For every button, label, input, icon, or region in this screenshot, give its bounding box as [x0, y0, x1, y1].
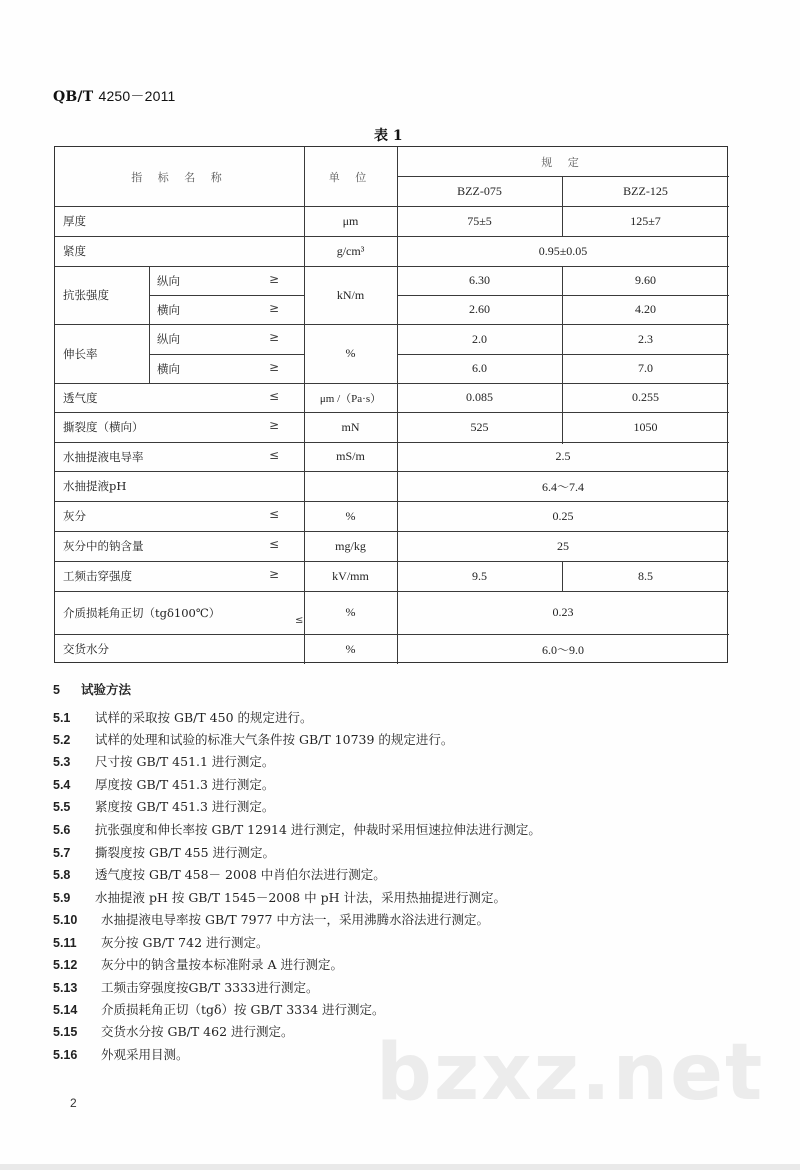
clause-number: 5.14	[53, 1003, 78, 1017]
lte-symbol: ≤	[269, 448, 280, 462]
clause-text: 介质损耗角正切（tgδ）按 GB/T 3334 进行测定。	[101, 1002, 385, 1017]
clause	[53, 865, 386, 883]
clause	[53, 843, 275, 861]
section-number: 5	[53, 683, 60, 697]
clause	[53, 797, 274, 815]
lte-symbol: ≤	[295, 615, 304, 626]
row-value-merged: 0.23	[552, 605, 574, 619]
clause	[53, 730, 453, 748]
row-value-2: 2.3	[638, 331, 653, 346]
row-unit: mg/kg	[335, 538, 366, 553]
clause-text: 试样的处理和试验的标准大气条件按 GB/T 10739 的规定进行。	[95, 732, 454, 747]
clause	[53, 752, 274, 770]
clause-text: 紧度按 GB/T 451.3 进行测定。	[95, 799, 275, 814]
header-grade-1: BZZ-075	[457, 183, 502, 198]
row-name: 水抽提液pH	[63, 479, 127, 493]
row-value-2: 0.255	[632, 390, 659, 404]
row-value-merged: 0.25	[552, 508, 574, 523]
clause-text: 交货水分按 GB/T 462 进行测定。	[101, 1024, 294, 1039]
clause-text: 灰分按 GB/T 742 进行测定。	[101, 935, 269, 950]
row-unit: mN	[341, 419, 360, 434]
gte-symbol: ≥	[269, 301, 280, 315]
clause-number: 5.13	[53, 981, 78, 995]
section-heading	[53, 680, 131, 698]
row-name: 紧度	[63, 244, 86, 258]
page-number: 2	[70, 1096, 77, 1110]
row-unit: %	[345, 346, 356, 360]
clause-text: 水抽提液 pH 按 GB/T 1545－2008 中 pH 计法，采用热抽提进行测定。	[95, 890, 506, 905]
gte-symbol: ≥	[269, 272, 280, 286]
gte-symbol: ≥	[269, 567, 280, 581]
spec-table	[54, 146, 728, 663]
header-grade-2: BZZ-125	[623, 183, 668, 198]
row-name: 抗张强度	[63, 288, 109, 302]
row-unit: %	[345, 605, 356, 619]
row-value-2: 4.20	[635, 302, 656, 316]
header-indicator: 指 标 名 称	[131, 170, 228, 184]
row-unit: %	[345, 641, 356, 656]
row-value-2: 1050	[633, 419, 658, 434]
row-name: 灰分中的钠含量	[63, 539, 144, 553]
clause-number: 5.8	[53, 868, 71, 882]
row-name: 厚度	[63, 214, 86, 228]
clause	[53, 820, 541, 838]
clause-number: 5.10	[53, 913, 78, 927]
clause	[53, 978, 319, 996]
row-unit: kV/mm	[332, 568, 369, 583]
clause	[53, 775, 274, 793]
row-value-merged: 25	[557, 538, 569, 553]
clause-number: 5.1	[53, 711, 71, 725]
clause	[53, 955, 343, 973]
clause	[53, 708, 313, 726]
row-value-1: 6.30	[469, 273, 490, 287]
standard-prefix: QB/T	[53, 89, 94, 105]
row-name: 撕裂度（横向）	[63, 420, 144, 434]
row-sub: 纵向	[157, 273, 180, 288]
row-value-2: 8.5	[638, 568, 653, 583]
row-name: 工频击穿强度	[63, 569, 132, 583]
clause-number: 5.4	[53, 778, 71, 792]
clause-text: 撕裂度按 GB/T 455 进行测定。	[95, 845, 275, 860]
clause-number: 5.11	[53, 936, 77, 950]
clause-text: 水抽提液电导率按 GB/T 7977 中方法一，采用沸腾水浴法进行测定。	[101, 912, 489, 927]
row-unit: %	[345, 508, 356, 523]
row-sub: 横向	[157, 302, 180, 317]
row-value-merged: 6.0～9.0	[541, 642, 584, 657]
standard-code	[53, 86, 176, 106]
clause-text: 厚度按 GB/T 451.3 进行测定。	[95, 777, 275, 792]
row-unit: μm	[342, 213, 359, 228]
clause	[53, 1022, 294, 1040]
clause-number: 5.2	[53, 733, 71, 747]
section-title: 试验方法	[81, 682, 132, 697]
clause-text: 透气度按 GB/T 458－ 2008 中肖伯尔法进行测定。	[95, 867, 386, 882]
clause-number: 5.3	[53, 755, 71, 769]
row-value-1: 9.5	[472, 568, 487, 583]
row-name: 灰分	[63, 509, 86, 523]
row-value-merged: 2.5	[555, 449, 571, 463]
row-name: 介质损耗角正切（tgδ100℃）	[63, 605, 221, 620]
gte-symbol: ≥	[269, 330, 280, 344]
clause-text: 工频击穿强度按GB/T 3333进行测定。	[101, 980, 319, 995]
standard-number: 4250－2011	[98, 88, 176, 104]
gte-symbol: ≥	[269, 418, 280, 432]
row-value-2: 125±7	[630, 213, 661, 228]
row-value-1: 2.60	[469, 302, 490, 316]
clause-number: 5.16	[53, 1048, 78, 1062]
row-value-2: 9.60	[635, 273, 656, 287]
watermark: bzxz.net	[376, 1028, 765, 1118]
row-value-merged: 0.95±0.05	[538, 243, 588, 258]
row-unit: mS/m	[336, 449, 365, 463]
row-unit: μm /（Pa·s）	[319, 392, 382, 405]
clause-number: 5.9	[53, 891, 71, 905]
clause-number: 5.12	[53, 958, 78, 972]
clause-text: 抗张强度和伸长率按 GB/T 12914 进行测定，仲裁时采用恒速拉伸法进行测定。	[95, 822, 541, 837]
row-name: 伸长率	[63, 346, 98, 361]
lte-symbol: ≤	[269, 537, 280, 551]
clause	[53, 1000, 385, 1018]
row-sub: 横向	[157, 361, 180, 376]
row-value-1: 525	[470, 419, 489, 434]
row-unit: kN/m	[336, 287, 365, 302]
row-unit: g/cm³	[336, 243, 365, 258]
row-name: 透气度	[63, 390, 98, 405]
gte-symbol: ≥	[269, 360, 280, 374]
clause	[53, 888, 506, 906]
clause-text: 外观采用目测。	[101, 1047, 189, 1062]
header-unit: 单 位	[328, 170, 373, 184]
row-value-1: 75±5	[467, 213, 492, 228]
row-value-1: 6.0	[472, 361, 487, 375]
header-spec: 规 定	[541, 155, 585, 169]
row-value-1: 0.085	[466, 390, 493, 404]
row-name: 交货水分	[63, 642, 109, 656]
clause	[53, 910, 489, 928]
row-name: 水抽提液电导率	[63, 449, 144, 464]
lte-symbol: ≤	[269, 507, 280, 521]
row-value-merged: 6.4～7.4	[541, 479, 584, 494]
row-value-2: 7.0	[638, 361, 653, 375]
clause-text: 灰分中的钠含量按本标准附录 A 进行测定。	[101, 957, 343, 972]
table-caption: 表 1	[374, 128, 403, 144]
clause-number: 5.6	[53, 823, 71, 837]
clause-text: 试样的采取按 GB/T 450 的规定进行。	[95, 710, 313, 725]
row-sub: 纵向	[157, 332, 180, 346]
clause-number: 5.5	[53, 800, 71, 814]
clause	[53, 1045, 189, 1063]
clause-text: 尺寸按 GB/T 451.1 进行测定。	[95, 754, 275, 769]
clause	[53, 933, 269, 951]
clause-number: 5.7	[53, 846, 71, 860]
clause-number: 5.15	[53, 1025, 78, 1039]
lte-symbol: ≤	[269, 389, 280, 403]
row-value-1: 2.0	[472, 331, 487, 346]
